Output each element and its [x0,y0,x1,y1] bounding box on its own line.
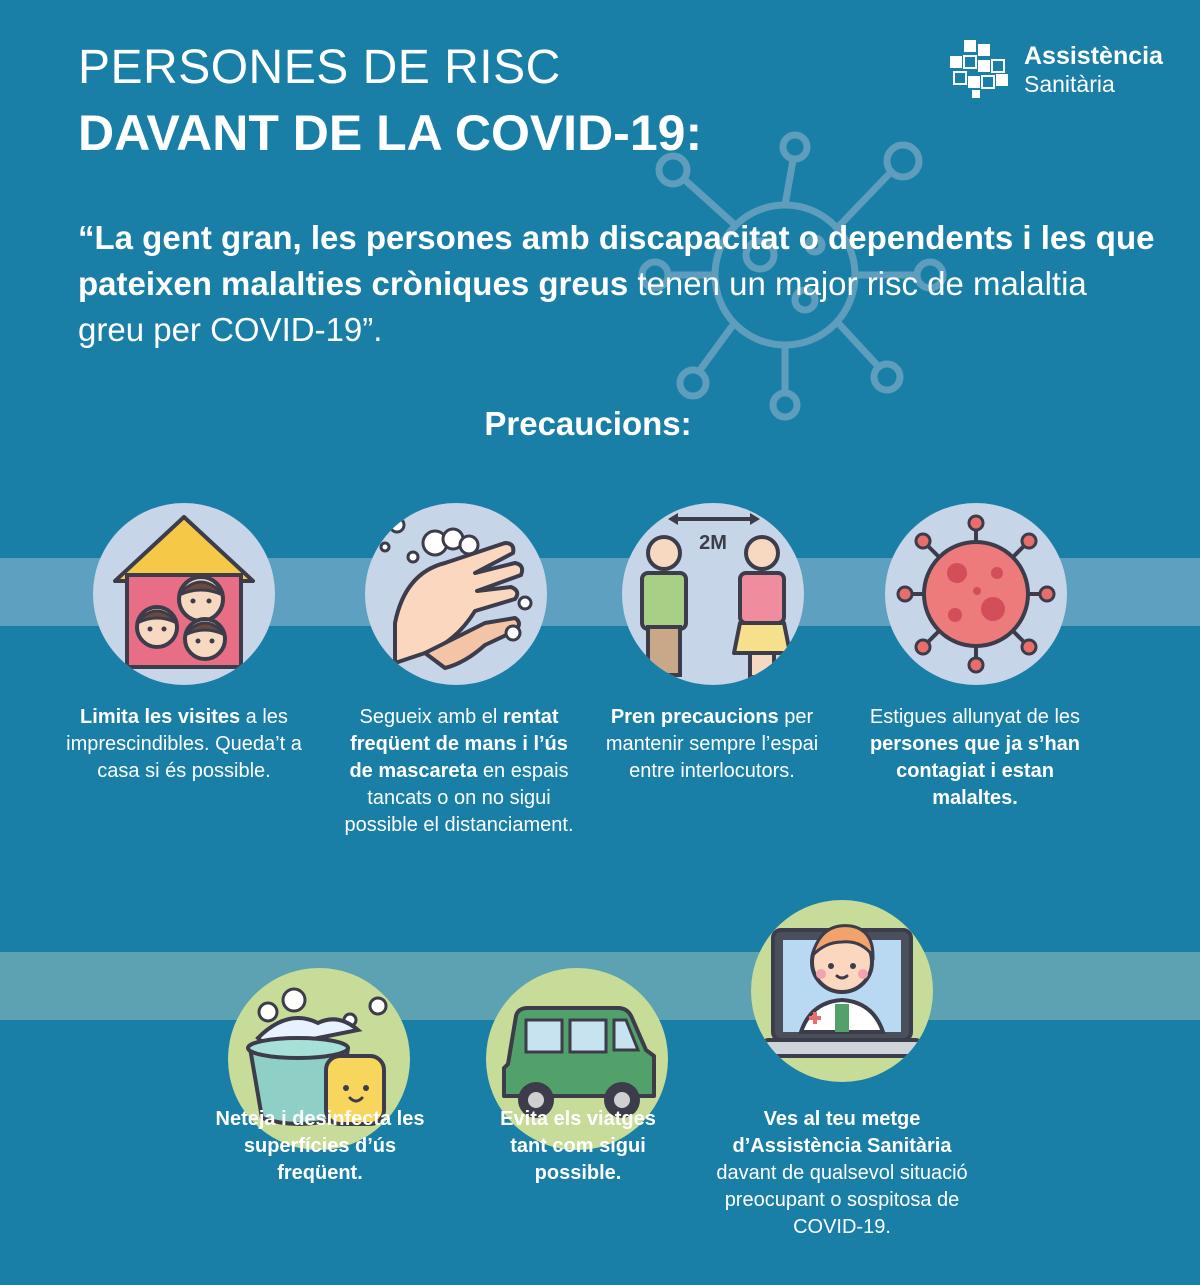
risk-quote [78,215,1158,353]
virus-icon [885,503,1067,685]
precautions-heading: Precaucions: [484,405,692,442]
handwashing-icon [365,503,547,685]
caption-5-bold: Neteja i desinfecta les superfícies d’ús freqüent. [215,1108,425,1184]
precaution-caption-7 [710,1106,974,1241]
caption-1-bold: Limita les visites [80,706,241,728]
quote-bold-part: “La gent gran, les persones amb discapacitat o dependents i les que pateixen malalties cròniques greus [78,219,1155,302]
logo-text-line-1: Assistència [1024,42,1163,70]
caption-3-text: per mantenir sempre l’espai entre interlocutors. [605,706,819,782]
distance-label: 2M [699,532,727,554]
precaution-caption-4 [858,704,1092,812]
precaution-caption-5 [206,1106,434,1187]
caption-2-bold: rentat freqüent de mans i l’ús de mascareta [349,706,568,782]
virus-circle [885,503,1067,685]
quote-normal-part: tenen un major risc de malaltia greu per COVID-19”. [78,265,1087,348]
doctor-laptop-icon [751,900,933,1082]
caption-7-bold: Ves al teu metge d’Assistència Sanitària [732,1108,952,1157]
family-house-circle [93,503,275,685]
distance-2m-icon [622,503,804,685]
family-house-icon [93,503,275,685]
caption-1-text: a les imprescindibles. Queda’t a casa si és possible. [66,706,302,782]
cross-logo-icon [946,38,1012,98]
logo-text-line-2: Sanitària [1024,71,1115,97]
precaution-caption-2 [340,704,578,839]
caption-2-text-b: en espais tancats o on no sigui possible el distanciament. [344,760,574,836]
precaution-caption-1 [58,704,310,785]
caption-6-bold: Evita els viatges tant com sigui possible. [500,1108,656,1184]
precaution-caption-3 [602,704,822,785]
caption-7-text: davant de qualsevol situació preocupant o sospitosa de COVID-19. [716,1162,968,1238]
title-line-2: DAVANT DE LA COVID-19: [78,105,703,161]
title-line-1: PERSONES DE RISC [78,41,561,94]
caption-4-bold: persones que ja s’han contagiat i estan malaltes. [869,733,1081,809]
handwashing-circle [365,503,547,685]
distance-circle [622,503,804,685]
caption-2-text-a: Segueix amb el [359,706,503,728]
caption-4-text: Estigues allunyat de les [869,706,1081,728]
assistencia-sanitaria-logo [946,38,1166,100]
precaution-caption-6 [480,1106,676,1187]
caption-3-bold: Pren precaucions [610,706,779,728]
doctor-circle [751,900,933,1082]
